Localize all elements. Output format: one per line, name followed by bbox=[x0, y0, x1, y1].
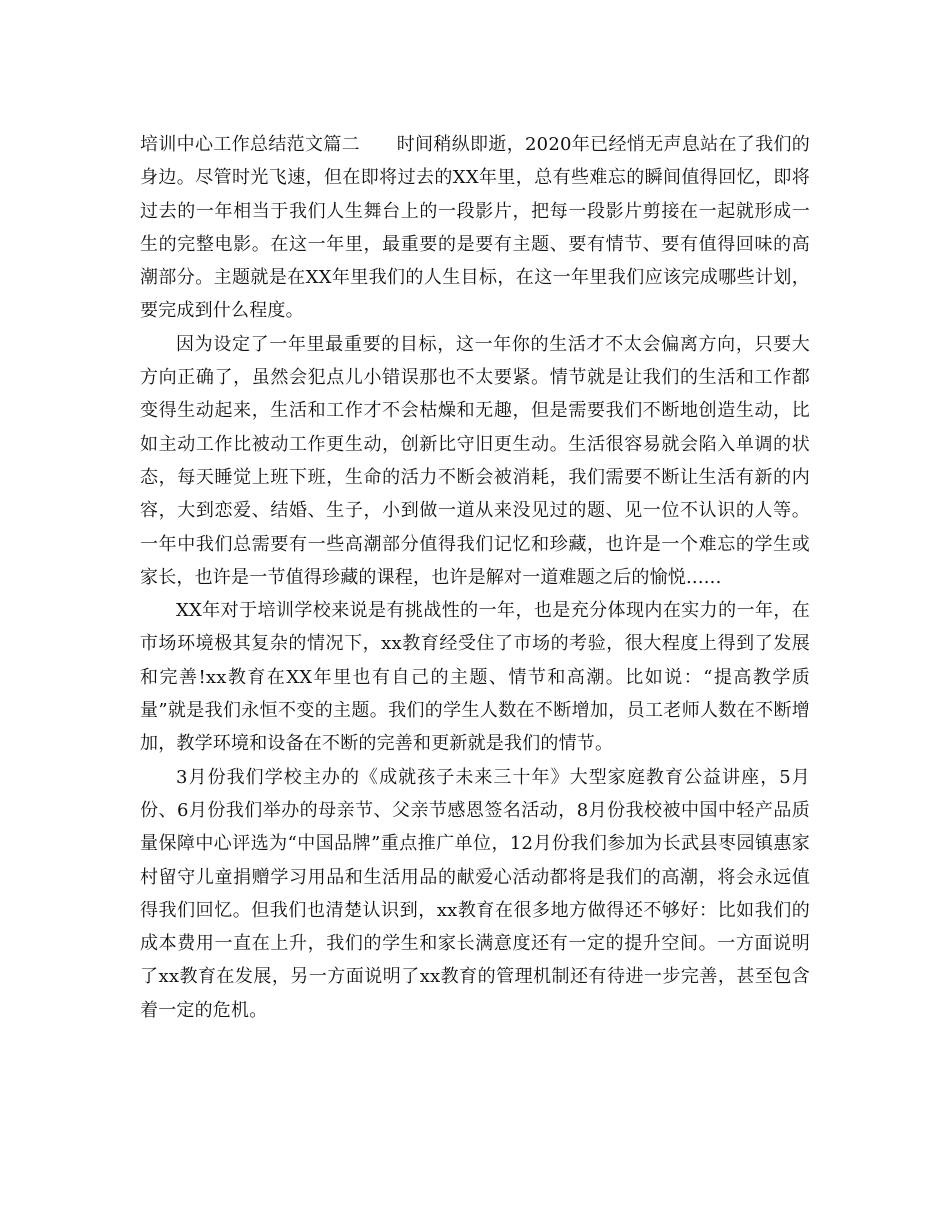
paragraph-1: 培训中心工作总结范文篇二 时间稍纵即逝，2020年已经悄无声息站在了我们的身边。尽管时光飞速，但在即将过去的XX年里，总有些难忘的瞬间值得回忆，即将过去的一年相当于我们人生舞台上的一段影片，把每一段影片剪接在一起就形成一生的完整电影。在这一年里，最重要的是要有主题、要有情节、要有值得回味的高潮部分。主题就是在XX年里我们的人生目标，在这一年里我们应该完成哪些计划，要完成到什么程度。 bbox=[140, 134, 810, 322]
paragraph-3: XX年对于培训学校来说是有挑战性的一年，也是充分体现内在实力的一年，在市场环境极其复杂的情况下，xx教育经受住了市场的考验，很大程度上得到了发展和完善!xx教育在XX年里也有自己的主题、情节和高潮。比如说：“提高教学质量”就是我们永恒不变的主题。我们的学生人数在不断增加，员工老师人数在不断增加，教学环境和设备在不断的完善和更新就是我们的情节。 bbox=[140, 600, 810, 755]
paragraph-4: 3月份我们学校主办的《成就孩子未来三十年》大型家庭教育公益讲座，5月份、6月份我们举办的母亲节、父亲节感恩签名活动，8月份我校被中国中轻产品质量保障中心评选为“中国品牌”重点推广单位，12月份我们参加为长武县枣园镇惠家村留守儿童捐赠学习用品和生活用品的献爱心活动都将是我们的高潮，将会永远值得我们回忆。但我们也清楚认识到，xx教育在很多地方做得还不够好：比如我们的成本费用一直在上升，我们的学生和家长满意度还有一定的提升空间。一方面说明了xx教育在发展，另一方面说明了xx教育的管理机制还有待进一步完善，甚至包含着一定的危机。 bbox=[140, 766, 810, 1021]
document-body bbox=[140, 128, 810, 1027]
paragraph-2: 因为设定了一年里最重要的目标，这一年你的生活才不太会偏离方向，只要大方向正确了，虽然会犯点儿小错误那也不太要紧。情节就是让我们的生活和工作都变得生动起来，生活和工作才不会枯燥和无趣，但是需要我们不断地创造生动，比如主动工作比被动工作更生动，创新比守旧更生动。生活很容易就会陷入单调的状态，每天睡觉上班下班，生命的活力不断会被消耗，我们需要不断让生活有新的内容，大到恋爱、结婚、生子，小到做一道从来没见过的题、见一位不认识的人等。一年中我们总需要有一些高潮部分值得我们记忆和珍藏，也许是一个难忘的学生或家长，也许是一节值得珍藏的课程，也许是解对一道难题之后的愉悦...... bbox=[140, 333, 810, 588]
